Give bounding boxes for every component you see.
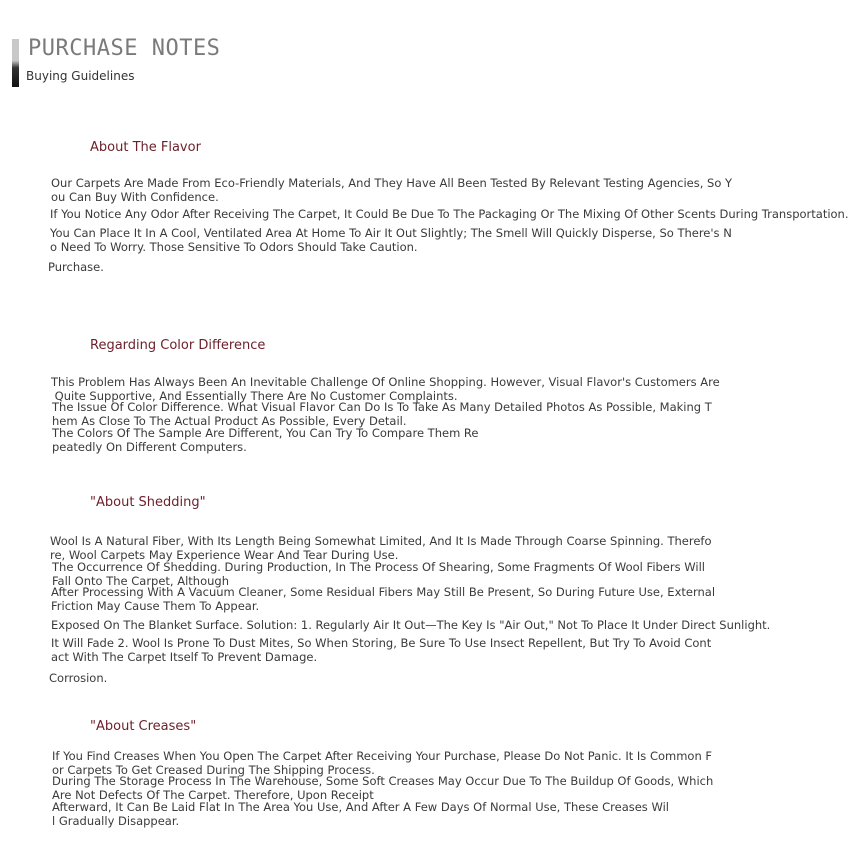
section-heading-flavor: About The Flavor (90, 140, 201, 155)
creases-paragraph: Afterward, It Can Be Laid Flat In The Area You Use, And After A Few Days Of Normal Use, These Creases Wil l Gradually Disappear. (52, 800, 669, 828)
section-heading-color-difference: Regarding Color Difference (90, 338, 266, 353)
flavor-paragraph: Purchase. (48, 260, 104, 274)
shedding-paragraph: Wool Is A Natural Fiber, With Its Length Being Somewhat Limited, And It Is Made Through Coarse Spinning. Therefo re, Wool Carpets May Experience Wear And Tear During Use. (50, 534, 712, 562)
flavor-paragraph: You Can Place It In A Cool, Ventilated Area At Home To Air It Out Slightly; The Smell Will Quickly Disperse, So There's N o Need To Worry. Those Sensitive To Odors Should Take Caution. (50, 226, 732, 254)
section-heading-shedding: "About Shedding" (90, 495, 206, 510)
section-heading-creases: "About Creases" (90, 719, 197, 734)
color-paragraph: The Issue Of Color Difference. What Visual Flavor Can Do Is To Take As Many Detailed Photos As Possible, Making T hem As Close To The Actual Product As Possible, Every Detail. (52, 400, 712, 428)
flavor-paragraph: If You Notice Any Odor After Receiving The Carpet, It Could Be Due To The Packaging Or The Mixing Of Other Scents During Transportation. (50, 207, 849, 221)
creases-paragraph: During The Storage Process In The Warehouse, Some Soft Creases May Occur Due To The Buildup Of Goods, Which Are Not Defects Of The Carpet. Therefore, Upon Receipt (52, 774, 714, 802)
shedding-paragraph: Exposed On The Blanket Surface. Solution: 1. Regularly Air It Out—The Key Is "Air Out," Not To Place It Under Direct Sunlight. (51, 618, 771, 632)
color-paragraph: This Problem Has Always Been An Inevitable Challenge Of Online Shopping. However, Visual Flavor's Customers Are Quite Supportive, And Essentially There Are No Customer Complaints. (51, 375, 720, 403)
shedding-paragraph: It Will Fade 2. Wool Is Prone To Dust Mites, So When Storing, Be Sure To Use Insect Repellent, But Try To Avoid Cont act With The Carpet Itself To Prevent Damage. (51, 636, 712, 664)
shedding-paragraph: After Processing With A Vacuum Cleaner, Some Residual Fibers May Still Be Present, So During Future Use, External Friction May Cause Them To Appear. (51, 585, 716, 613)
header-accent-bar (12, 39, 19, 87)
creases-paragraph: If You Find Creases When You Open The Carpet After Receiving Your Purchase, Please Do Not Panic. It Is Common F or Carpets To Get Creased During The Shipping Process. (52, 749, 713, 777)
page-title: PURCHASE NOTES (28, 36, 221, 61)
flavor-paragraph: Our Carpets Are Made From Eco-Friendly Materials, And They Have All Been Tested By Relevant Testing Agencies, So Y ou Can Buy With Confidence. (51, 176, 733, 204)
shedding-paragraph: Corrosion. (49, 671, 108, 685)
shedding-paragraph: The Occurrence Of Shedding. During Production, In The Process Of Shearing, Some Fragments Of Wool Fibers Will Fall Onto The Carpet, Although (52, 560, 705, 588)
page-subtitle: Buying Guidelines (26, 69, 135, 83)
color-paragraph: The Colors Of The Sample Are Different, You Can Try To Compare Them Re peatedly On Different Computers. (52, 426, 479, 454)
